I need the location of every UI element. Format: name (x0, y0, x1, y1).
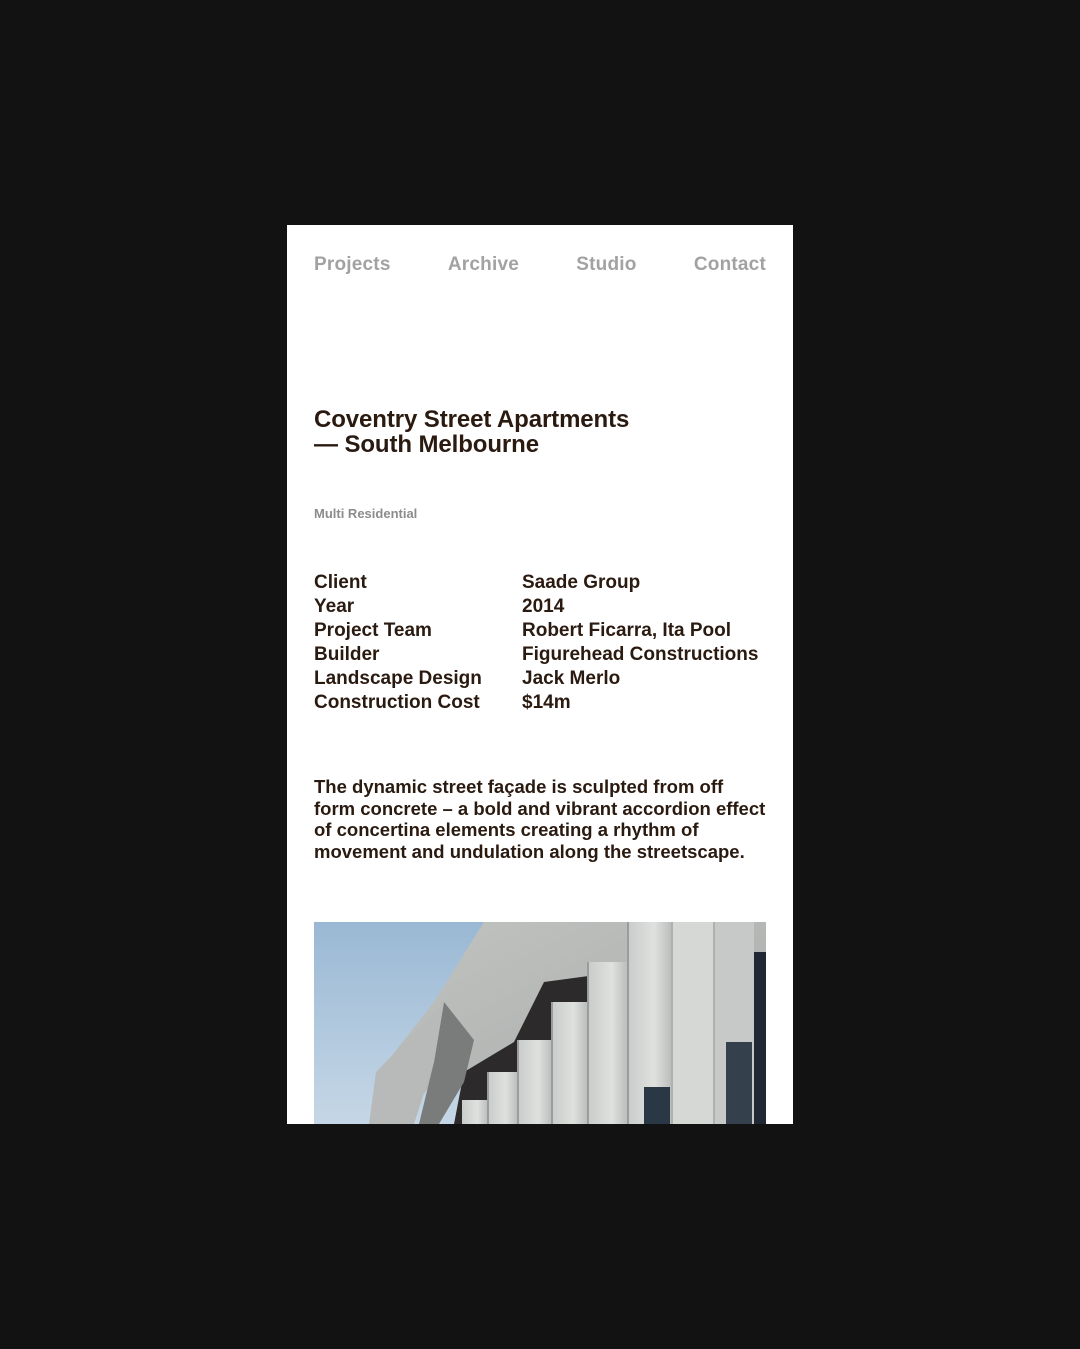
mobile-page (287, 225, 793, 1124)
detail-value: $14m (522, 692, 571, 713)
detail-row-client (314, 571, 774, 595)
project-description: The dynamic street façade is sculpted from off form concrete – a bold and vibrant accordion effect of concertina elements creating a rhythm of movement and undulation along the streetscape. (314, 776, 766, 862)
detail-label: Builder (314, 644, 380, 665)
nav-studio[interactable]: Studio (576, 254, 637, 275)
project-photo (314, 922, 766, 1124)
building-facade-image (314, 922, 766, 1124)
detail-value: Figurehead Constructions (522, 644, 759, 665)
detail-row-builder (314, 643, 774, 667)
detail-value: Saade Group (522, 572, 641, 593)
detail-row-landscape-design (314, 667, 774, 691)
nav-archive[interactable]: Archive (447, 254, 519, 275)
detail-label: Project Team (314, 620, 432, 641)
detail-value: Jack Merlo (522, 668, 621, 689)
detail-value: 2014 (522, 596, 565, 617)
detail-label: Client (314, 572, 367, 593)
detail-row-project-team (314, 619, 774, 643)
nav-contact[interactable]: Contact (693, 254, 766, 275)
page-title-line2: — South Melbourne (314, 431, 539, 458)
page-title (314, 407, 754, 457)
nav-projects[interactable]: Projects (314, 254, 391, 275)
detail-row-construction-cost (314, 691, 774, 715)
top-nav (314, 253, 766, 277)
project-details (314, 571, 774, 715)
project-category: Multi Residential (314, 506, 418, 521)
detail-label: Year (314, 596, 355, 617)
detail-label: Construction Cost (314, 692, 480, 713)
detail-value: Robert Ficarra, Ita Pool (522, 620, 732, 641)
page-title-line1: Coventry Street Apartments (314, 406, 630, 433)
detail-row-year (314, 595, 774, 619)
detail-label: Landscape Design (314, 668, 482, 689)
